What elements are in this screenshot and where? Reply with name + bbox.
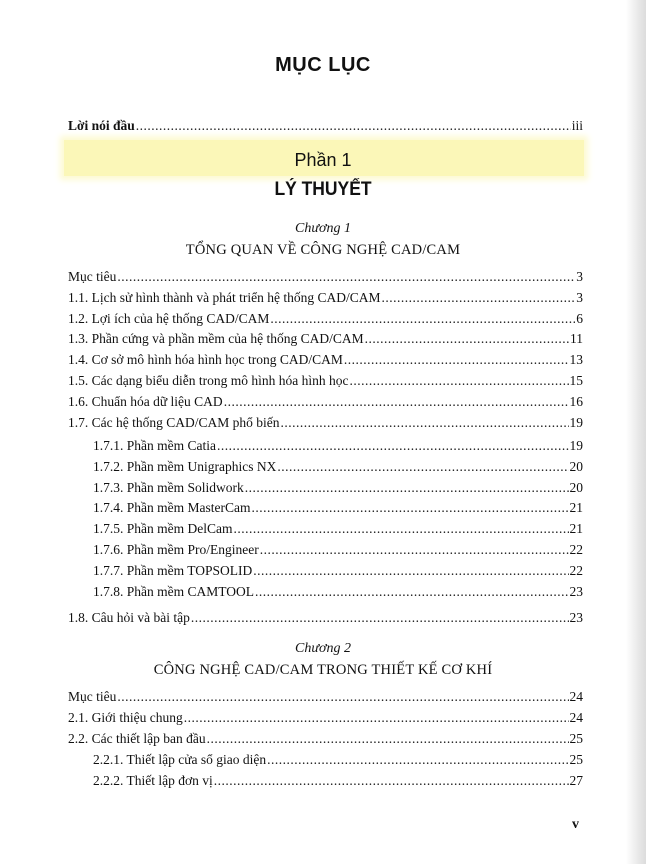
leader-dots [344,352,569,368]
toc-subentry[interactable] [93,500,583,516]
toc-entry-page: 16 [569,394,583,409]
toc-entry-label: 1.7.5. Phần mềm DelCam [93,521,233,536]
leader-dots [184,710,569,726]
toc-entry[interactable] [68,394,583,410]
toc-entry[interactable] [68,311,583,327]
toc-subentry[interactable] [93,752,583,768]
leader-dots [117,269,575,285]
toc-entry-page: 21 [569,521,583,536]
toc-subentry[interactable] [93,563,583,579]
toc-entry-label: Mục tiêu [68,689,117,704]
toc-entry-label: 1.7. Các hệ thống CAD/CAM phổ biến [68,415,280,430]
chapter-title: CÔNG NGHỆ CAD/CAM TRONG THIẾT KẾ CƠ KHÍ [153,662,493,678]
toc-entry-page: 15 [569,373,583,388]
leader-dots [365,331,569,347]
page-number: v [572,817,579,832]
leader-dots [207,731,569,747]
toc-entry-page: 11 [570,331,583,346]
leader-dots [281,415,569,431]
toc-entry-label: 1.7.3. Phần mềm Solidwork [93,480,244,495]
toc-title: MỤC LỤC [275,54,371,76]
leader-dots [136,118,571,134]
chapter-label: Chương 1 [295,221,351,236]
toc-entry[interactable] [68,269,583,285]
chapter-label: Chương 2 [295,641,351,656]
leader-dots [277,459,568,475]
part-label: Phần 1 [294,150,352,170]
toc-entry-page: 20 [569,480,583,495]
toc-entry-page: 6 [576,311,583,326]
leader-dots [251,500,568,516]
toc-entry-label: 2.2.2. Thiết lập đơn vị [93,773,213,788]
toc-entry-page: 22 [569,563,583,578]
leader-dots [117,689,568,705]
page-edge-shadow [626,0,646,864]
toc-entry[interactable] [68,290,583,306]
toc-entry-label: 1.8. Câu hỏi và bài tập [68,610,190,625]
leader-dots [349,373,568,389]
leader-dots [267,752,568,768]
leader-dots [270,311,575,327]
toc-entry-page: iii [571,118,583,133]
toc-entry-preface[interactable] [68,118,583,134]
toc-entry-page: 20 [569,459,583,474]
toc-entry-label: 2.1. Giới thiệu chung [68,710,183,725]
toc-entry[interactable] [68,710,583,726]
toc-subentry[interactable] [93,542,583,558]
leader-dots [224,394,569,410]
toc-entry[interactable] [68,331,583,347]
toc-entry-page: 24 [569,710,583,725]
toc-entry-label: 1.2. Lợi ích của hệ thống CAD/CAM [68,311,270,326]
toc-entry-page: 27 [569,773,583,788]
toc-entry-page: 3 [576,269,583,284]
toc-entry-page: 24 [569,689,583,704]
leader-dots [253,563,568,579]
toc-entry-page: 23 [569,610,583,625]
toc-entry-label: 1.3. Phần cứng và phần mềm của hệ thống CAD/CAM [68,331,364,346]
leader-dots [245,480,569,496]
toc-entry-page: 3 [576,290,583,305]
toc-subentry[interactable] [93,773,583,789]
toc-subentry[interactable] [93,459,583,475]
toc-subentry[interactable] [93,438,583,454]
toc-entry-page: 13 [569,352,583,367]
toc-entry-page: 21 [569,500,583,515]
toc-entry[interactable] [68,731,583,747]
toc-subentry[interactable] [93,480,583,496]
toc-entry-page: 19 [569,415,583,430]
toc-subentry[interactable] [93,521,583,537]
toc-entry[interactable] [68,352,583,368]
toc-entry-label: 1.7.1. Phần mềm Catia [93,438,216,453]
toc-entry-label: Mục tiêu [68,269,117,284]
toc-entry-label: 1.7.2. Phần mềm Unigraphics NX [93,459,277,474]
leader-dots [214,773,569,789]
toc-entry-label: 1.7.7. Phần mềm TOPSOLID [93,563,253,578]
leader-dots [382,290,576,306]
toc-entry[interactable] [68,373,583,389]
toc-entry-label: 1.5. Các dạng biểu diễn trong mô hình hóa hình học [68,373,349,388]
toc-entry-label: 1.7.6. Phần mềm Pro/Engineer [93,542,259,557]
toc-entry-page: 19 [569,438,583,453]
toc-subentry[interactable] [93,584,583,600]
toc-entry[interactable] [68,689,583,705]
toc-entry-label: Lời nói đầu [68,118,135,133]
toc-entry-page: 22 [569,542,583,557]
toc-entry-label: 2.2. Các thiết lập ban đầu [68,731,206,746]
toc-entry-label: 1.4. Cơ sở mô hình hóa hình học trong CAD/CAM [68,352,343,367]
leader-dots [191,610,569,626]
leader-dots [255,584,569,600]
toc-entry-label: 1.7.8. Phần mềm CAMTOOL [93,584,254,599]
toc-entry-page: 25 [569,731,583,746]
toc-entry-label: 1.1. Lịch sử hình thành và phát triển hệ thống CAD/CAM [68,290,381,305]
leader-dots [260,542,569,558]
toc-entry-page: 23 [569,584,583,599]
toc-entry-page: 25 [569,752,583,767]
toc-entry[interactable] [68,415,583,431]
toc-entry-label: 2.2.1. Thiết lập cửa sổ giao diện [93,752,267,767]
chapter-title: TỔNG QUAN VỀ CÔNG NGHỆ CAD/CAM [185,242,461,258]
leader-dots [217,438,569,454]
part-title: LÝ THUYẾT [274,179,372,200]
toc-entry-label: 1.6. Chuẩn hóa dữ liệu CAD [68,394,223,409]
leader-dots [233,521,568,537]
toc-entry-label: 1.7.4. Phần mềm MasterCam [93,500,251,515]
toc-entry[interactable] [68,610,583,626]
